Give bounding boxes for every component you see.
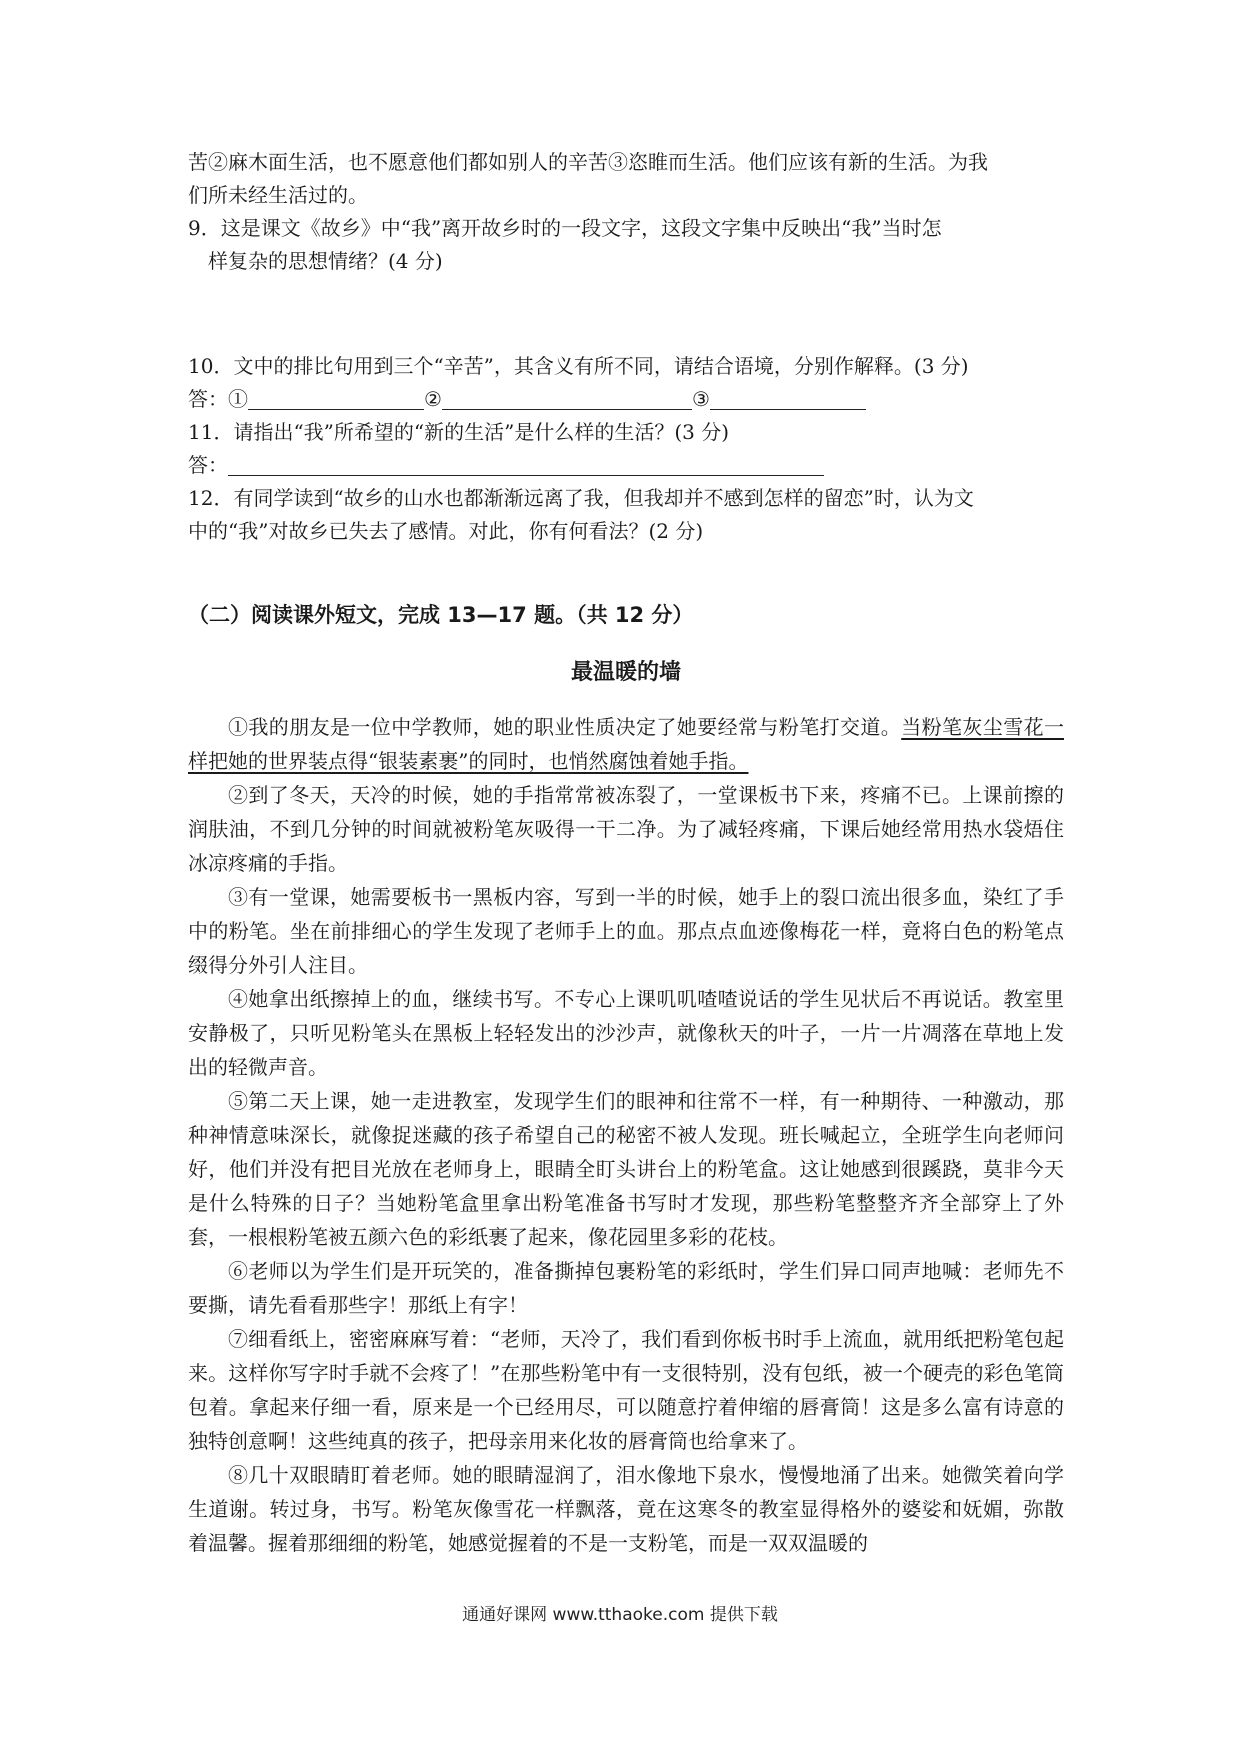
question-9-line-2: 样复杂的思想情绪？(4 分) (208, 249, 443, 273)
paragraph-5: ⑤第二天上课，她一走进教室，发现学生们的眼神和往常不一样，有一种期待、一种激动，那种神情意味深长，就像捉迷藏的孩子希望自己的秘密不被人发现。班长喊起立，全班学生向老师问好，他们并没有把目光放在老师身上，眼睛全盯头讲台上的粉笔盒。这让她感到很蹊跷，莫非今天是什么特殊的日子？当她粉笔盒里拿出粉笔准备书写时才发现，那些粉笔整整齐齐全部穿上了外套，一根根粉笔被五颜六色的彩纸裹了起来，像花园里多彩的花枝。 (188, 1089, 1064, 1249)
question-11-answer-line (188, 449, 1064, 482)
paragraph-2: ②到了冬天，天冷的时候，她的手指常常被冻裂了，一堂课板书下来，疼痛不已。上课前擦的润肤油，不到几分钟的时间就被粉笔灰吸得一干二净。为了减轻疼痛，下课后她经常用热水袋焐住冰凉疼痛的手指。 (188, 783, 1064, 875)
paragraph-1-underlined-sentence: 当粉笔灰尘雪花一样把她的世界装点得“银装素裹”的同时，也悄然腐蚀着她手指。 (188, 715, 1065, 773)
question-9-line-1: 9．这是课文《故乡》中“我”离开故乡时的一段文字，这段文字集中反映出“我”当时怎 (188, 216, 942, 240)
answer-space-q12 (188, 548, 1064, 600)
answer-label-q10: 答：① (188, 387, 248, 411)
question-11-line-1: 11．请指出“我”所希望的“新的生活”是什么样的生活？(3 分) (188, 420, 730, 444)
paragraph-1-text: ①我的朋友是一位中学教师，她的职业性质决定了她要经常与粉笔打交道。 (228, 715, 902, 739)
paragraph-3: ③有一堂课，她需要板书一黑板内容，写到一半的时候，她手上的裂口流出很多血，染红了手中的粉笔。坐在前排细心的学生发现了老师手上的血。那点点血迹像梅花一样，竟将白色的粉笔点缀得分外引人注目。 (188, 885, 1064, 977)
paragraph-7: ⑦细看纸上，密密麻麻写着：“老师，天冷了，我们看到你板书时手上流血，就用纸把粉笔包起来。这样你写字时手就不会疼了！”在那些粉笔中有一支很特别，没有包纸，被一个硬壳的彩色笔筒包着。拿起来仔细一看，原来是一个已经用尽，可以随意拧着伸缩的唇膏筒！这是多么富有诗意的独特创意啊！这些纯真的孩子，把母亲用来化妆的唇膏筒也给拿来了。 (188, 1327, 1064, 1453)
page-footer: 通通好课网 www.tthaoke.com 提供下载 (462, 1605, 778, 1625)
question-10-line-1: 10．文中的排比句用到三个“辛苦”，其含义有所不同，请结合语境，分别作解释。(3 分) (188, 354, 969, 378)
question-12-line-2: 中的“我”对故乡已失去了感情。对此，你有何看法？(2 分) (188, 519, 704, 543)
answer-space-q9 (188, 278, 1064, 350)
answer-label-q11: 答： (188, 453, 228, 477)
passage-continuation-line-2: 们所未经生活过的。 (188, 183, 368, 207)
blank-marker-3: ③ (691, 387, 710, 411)
paragraph-1 (188, 710, 1064, 778)
answer-blank-1[interactable] (248, 387, 424, 410)
answer-blank-2[interactable] (442, 387, 692, 410)
question-12-line-1: 12．有同学读到“故乡的山水也都渐渐远离了我，但我却并不感到怎样的留恋”时，认为文 (188, 486, 974, 510)
question-10-answer-line (188, 383, 1064, 416)
paragraph-6: ⑥老师以为学生们是开玩笑的，准备撕掉包裹粉笔的彩纸时，学生们异口同声地喊：老师先不要撕，请先看看那些字！那纸上有字！ (188, 1259, 1064, 1317)
exam-page (188, 146, 1064, 1560)
article-title: 最温暖的墙 (570, 660, 681, 685)
answer-blank-3[interactable] (710, 387, 866, 410)
answer-blank-q11[interactable] (228, 453, 824, 476)
paragraph-4: ④她拿出纸擦掉上的血，继续书写。不专心上课叽叽喳喳说话的学生见状后不再说话。教室里安静极了，只听见粉笔头在黑板上轻轻发出的沙沙声，就像秋天的叶子，一片一片凋落在草地上发出的轻微声音。 (188, 987, 1064, 1079)
passage-continuation-line-1: 苦②麻木面生活，也不愿意他们都如别人的辛苦③恣睢而生活。他们应该有新的生活。为我 (188, 150, 988, 174)
section-2-title: （二）阅读课外短文，完成 13—17 题。（共 12 分） (188, 603, 694, 627)
blank-marker-2: ② (424, 387, 442, 411)
paragraph-8: ⑧几十双眼睛盯着老师。她的眼睛湿润了，泪水像地下泉水，慢慢地涌了出来。她微笑着向学生道谢。转过身，书写。粉笔灰像雪花一样飘落，竟在这寒冬的教室显得格外的婆娑和妩媚，弥散着温馨。握着那细细的粉笔，她感觉握着的不是一支粉笔，而是一双双温暖的 (188, 1463, 1064, 1555)
